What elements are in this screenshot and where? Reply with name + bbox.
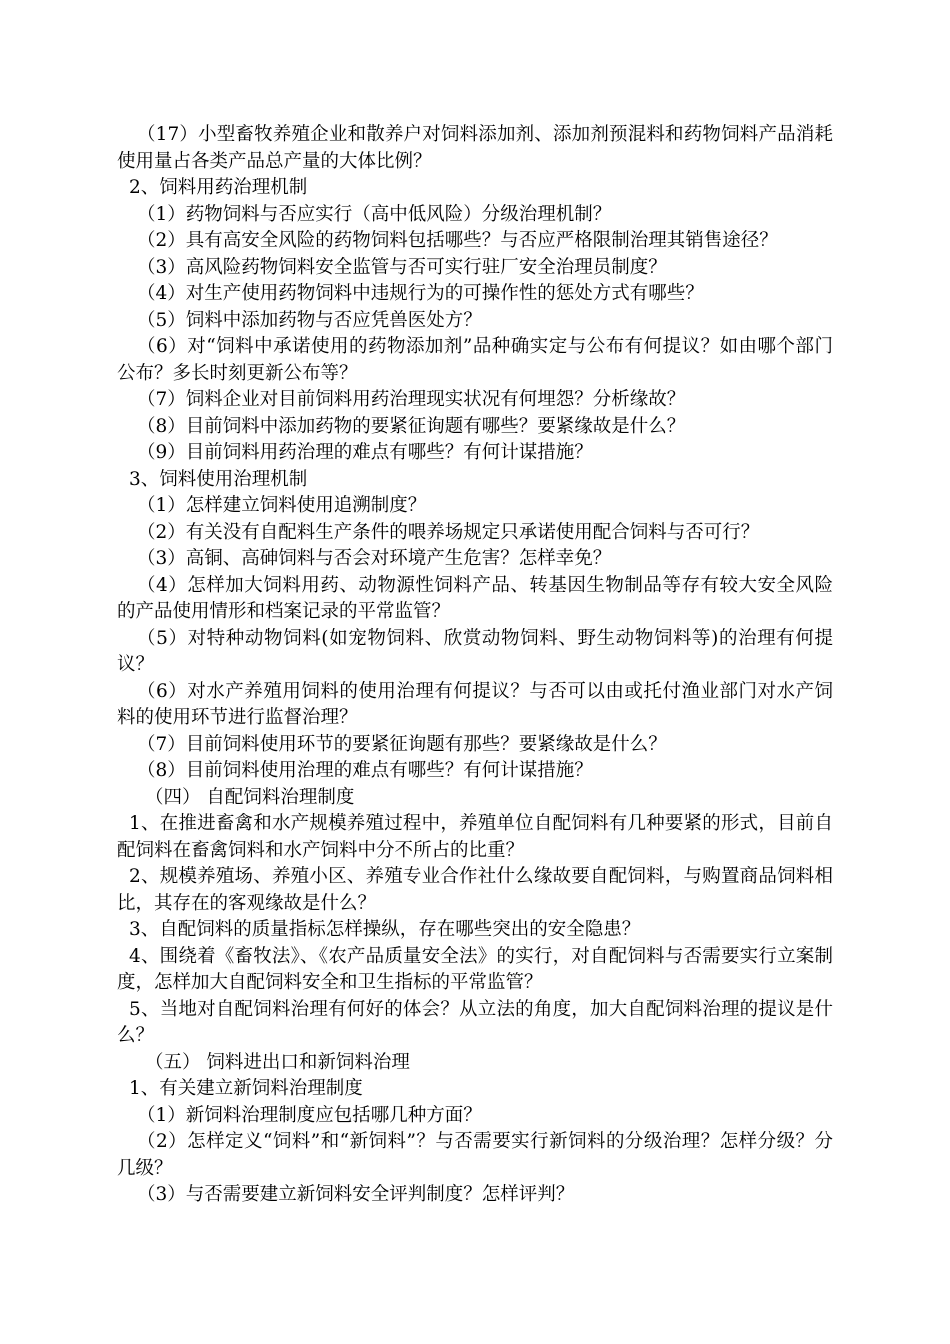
paragraph: （1）药物饲料与否应实行（高中低风险）分级治理机制？ xyxy=(137,203,612,225)
paragraph: （5）饲料中添加药物与否应凭兽医处方？ xyxy=(137,309,482,331)
paragraph: （2）怎样定义“饲料”和“新饲料”？与否需要实行新饲料的分级治理？怎样分级？分几级？ xyxy=(117,1131,833,1179)
section-heading: 2、饲料用药治理机制 xyxy=(129,177,308,198)
paragraph: 5、当地对自配饲料治理有何好的体会？从立法的角度，加大自配饲料治理的提议是什么？ xyxy=(117,998,833,1046)
paragraph: 4、围绕着《畜牧法》、《农产品质量安全法》的实行，对自配饲料与否需要实行立案制度，怎样加大自配饲料安全和卫生指标的平常监管？ xyxy=(117,945,833,993)
paragraph: （9）目前饲料用药治理的难点有哪些？有何计谋措施？ xyxy=(137,442,593,463)
paragraph: （5）对特种动物饲料(如宠物饲料、欣赏动物饲料、野生动物饲料等)的治理有何提议？ xyxy=(117,627,833,675)
paragraph: （7）饲料企业对目前饲料用药治理现实状况有何埋怨？分析缘故？ xyxy=(137,389,686,410)
paragraph: 1、在推进畜禽和水产规模养殖过程中，养殖单位自配饲料有几种要紧的形式，目前自配饲料在畜禽饲料和水产饲料中分不所占的比重？ xyxy=(117,813,833,861)
paragraph: （3）高风险药物饲料安全监管与否可实行驻厂安全治理员制度？ xyxy=(137,256,667,278)
paragraph: （3）与否需要建立新饲料安全评判制度？怎样评判？ xyxy=(137,1184,575,1205)
paragraph: （8）目前饲料中添加药物的要紧征询题有哪些？要紧缘故是什么？ xyxy=(137,415,686,437)
paragraph: （8）目前饲料使用治理的难点有哪些？有何计谋措施？ xyxy=(137,760,593,781)
paragraph: 3、自配饲料的质量指标怎样操纵，存在哪些突出的安全隐患？ xyxy=(129,919,641,940)
paragraph: （3）高铜、高砷饲料与否会对环境产生危害？怎样幸免？ xyxy=(137,548,612,569)
section-heading: 3、饲料使用治理机制 xyxy=(129,468,308,490)
paragraph: 2、规模养殖场、养殖小区、养殖专业合作社什么缘故要自配饲料，与购置商品饲料相比，其存在的客观缘故是什么？ xyxy=(117,866,833,914)
document-page xyxy=(117,122,833,1209)
paragraph: （2）具有高安全风险的药物饲料包括哪些？与否应严格限制治理其销售途径？ xyxy=(137,230,778,251)
section-heading: 1、有关建立新饲料治理制度 xyxy=(129,1078,363,1099)
paragraph: （1）怎样建立饲料使用追溯制度？ xyxy=(137,495,427,516)
paragraph: （17）小型畜牧养殖企业和散养户对饲料添加剂、添加剂预混料和药物饲料产品消耗使用量占各类产品总产量的大体比例？ xyxy=(117,124,833,172)
paragraph: （2）有关没有自配料生产条件的喂养场规定只承诺使用配合饲料与否可行？ xyxy=(137,521,760,543)
paragraph: （4）怎样加大饲料用药、动物源性饲料产品、转基因生物制品等存有较大安全风险的产品使用情形和档案记录的平常监管？ xyxy=(117,574,833,622)
section-heading: （五） 饲料进出口和新饲料治理 xyxy=(145,1051,410,1073)
paragraph: （6）对水产养殖用饲料的使用治理有何提议？与否可以由或托付渔业部门对水产饲料的使用环节进行监督治理？ xyxy=(117,680,833,728)
paragraph: （4）对生产使用药物饲料中违规行为的可操作性的惩处方式有哪些？ xyxy=(137,283,704,304)
paragraph: （6）对“饲料中承诺使用的药物添加剂”品种确实定与公布有何提议？如由哪个部门公布？多长时刻更新公布等？ xyxy=(117,336,833,384)
paragraph: （1）新饲料治理制度应包括哪几种方面？ xyxy=(137,1104,482,1126)
section-heading: （四） 自配饲料治理制度 xyxy=(145,786,355,808)
paragraph: （7）目前饲料使用环节的要紧征询题有那些？要紧缘故是什么？ xyxy=(137,733,667,755)
